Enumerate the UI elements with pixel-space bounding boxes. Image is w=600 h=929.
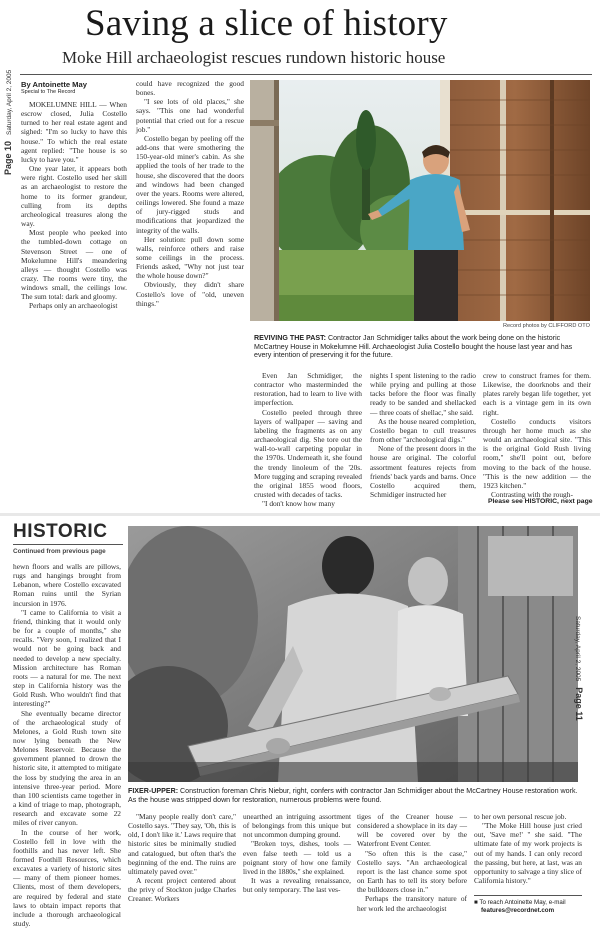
subhead: Moke Hill archaeologist rescues rundown historic house <box>62 48 446 67</box>
paragraph: Contrasting with the rough- <box>491 490 573 500</box>
contact-bullet-icon: ■ <box>474 899 480 906</box>
paragraph: could have recognized the good bones. <box>136 79 244 98</box>
paragraph: She eventually became director of the archaeological study of Melones, a Gold Rush town site now lying beneath the New Melones Reservoir. Because the government planned to drown the historic site, it attempted to mitigate the loss by studying the area in an intensive three-year period. More than 100 scientists came together in a kind of triage to map, photograph, research and excavate some 22 miles of river canyon. <box>13 708 121 828</box>
headline: Saving a slice of history <box>85 3 448 44</box>
paragraph: As the house neared completion, Costello began to cull treasures from other "archeological digs." <box>370 416 476 445</box>
photo-caption <box>254 334 590 360</box>
article-column-4 <box>357 812 467 913</box>
article-column-4 <box>370 371 476 499</box>
photo-fixer-upper <box>128 526 578 782</box>
contact-rule <box>474 895 582 896</box>
contact-info <box>474 899 582 915</box>
paragraph: "Many people really don't care," Costello says. "They say, 'Oh, this is old, I don't like it.' Laws require that historic sites be minimally studied and catalogued, but often that's the beginning of the end. The ruins are ultimately paved over." <box>128 812 236 876</box>
article-column-5 <box>474 812 582 885</box>
paragraph: "Broken toys, dishes, tools — even false teeth — told us a poignant story of how one family lived in the 1880s," she explained. <box>243 839 351 876</box>
paragraph: nights I spent listening to the radio while prying and pulling at those tacks before the floor was finally ready to be sanded and shellacked — three coats of shellac," she said. <box>370 371 476 417</box>
jump-line: Please see HISTORIC, next page <box>488 498 593 505</box>
paragraph: "I came to California to visit a friend, thinking that it would only be for a couple of months," she recalls. "Very soon, I realized that I would not be going back and needed to develop a new specialty. Mission architecture has Roman roots — a natural for me. The next step in California history was the Gold Rush. Who wouldn't find that interesting?" <box>13 607 121 709</box>
page-10-folio <box>3 70 13 175</box>
photo-image <box>250 80 590 321</box>
page-label: Page 11 <box>574 687 584 721</box>
section-rule <box>13 544 123 545</box>
caption-text: Contractor Jan Schmidiger talks about the work being done on the historic McCartney House in Mokelumne Hill. Archaeologist Julia Costello bought the house last year and has every intention of preserving it for the future. <box>254 334 573 360</box>
article-column-2 <box>136 79 244 308</box>
photo-credit: Record photos by CLIFFORD OTO <box>503 323 590 329</box>
subhead-rule <box>20 74 592 75</box>
continued-line: Continued from previous page <box>13 548 106 555</box>
paragraph: unearthed an intriguing assortment of belongings from this unique but not uncommon dumping ground. <box>243 812 351 840</box>
paragraph: hewn floors and walls are pillows, rugs and hangings brought from Lebanon, where Costello excavated Roman ruins until the Syrian incursion in 1976. <box>13 562 121 608</box>
byline-name: By Antoinette May <box>21 80 87 89</box>
paragraph: "The Moke Hill house just cried out, 'Save me!' " she said. "The ultimate fate of my work projects is out of my hands. I can only record the passing, but here, at last, was an opportunity to salvage a tiny slice of California history." <box>474 821 582 886</box>
paragraph: crew to construct frames for them. Likewise, the doorknobs and their plates rarely began life together, yet each is a vintage gem in its own right. <box>483 371 591 417</box>
byline-role: Special to The Record <box>21 89 76 95</box>
article-column-1 <box>13 562 121 928</box>
paragraph: Obviously, they didn't share Costello's love of "old, uneven things." <box>136 280 244 308</box>
byline <box>21 80 87 95</box>
article-column-1 <box>21 100 127 311</box>
paragraph: "I don't know how many <box>262 499 335 509</box>
paragraph: "I see lots of old places," she says. "This one had wonderful potential that cried out for a rescue job." <box>136 97 244 134</box>
paragraph: Costello began by peeling off the add-ons that were smothering the 150-year-old miner's cabin. As she applied the tools of her trade to the house, she discovered that the doors and windows had been changed over the years. Rooms were altered, ceilings lowered. She found a maze of jury-rigged studs and modifications that jeopardized the integrity of the walls. <box>136 133 244 235</box>
caption-text: Construction foreman Chris Niebur, right, confers with contractor Jan Schmidiger about the McCartney House restoration work. As the house was stripped down for restoration, numerous problems were found. <box>128 787 578 804</box>
contact-line-1: To reach Antoinette May, e-mail <box>479 899 566 906</box>
caption-lead: REVIVING THE PAST: <box>254 334 326 342</box>
photo-image <box>128 526 578 782</box>
paragraph: Perhaps only an archaeologist <box>29 301 118 311</box>
paragraph: None of the present doors in the house are original. The colorful assortment features rejects from friends' back yards and barns. Once Costello acquired them, Schmidiger instructed her <box>370 444 476 500</box>
paragraph: In the course of her work, Costello fell in love with the foothills and has never left. She formed Foothill Resources, which excavates a variety of historic sites — many of them pioneer homes. Clients, most of them developers, are required by federal and state laws to obtain impact reports that include a thorough archaeological study. <box>13 827 121 929</box>
paragraph: Perhaps the transitory nature of her work led the archaeologist <box>357 894 467 913</box>
photo-caption <box>128 787 583 804</box>
article-column-3 <box>254 371 362 508</box>
paragraph: Most people who peeked into the tumbled-down cottage on Stevenson Street — one of Mokelumne Hill's meandering alleys — thought Costello was crazy. The rooms were tiny, the windows small, the ceilings low. The sum total: dark and gloomy. <box>21 228 127 302</box>
paragraph: "So often this is the case," Costello says. "An archaeological report is the last chance some spot on Earth has to tell its story before the bulldozers close in." <box>357 848 467 895</box>
paragraph: MOKELUMNE HILL — When escrow closed, Julia Costello turned to her real estate agent and sighed: "I'm so lucky to have this house." To which the real estate agent replied: "The house is so lucky to have you." <box>21 100 127 164</box>
paragraph: It was a revealing renaissance, but only temporary. The last ves- <box>243 876 351 895</box>
section-head: HISTORIC <box>13 521 108 542</box>
paragraph: to her own personal rescue job. <box>474 812 567 821</box>
article-column-3 <box>243 812 351 894</box>
paragraph: A recent project centered about the privy of Stockton judge Charles Creaner. Workers <box>128 876 236 904</box>
paragraph: Costello conducts visitors through her home much as she would an archaeological site. "This is the original Gold Rush living room," she'll point out, before moving to the back of the house. "This is the new addition — the 1923 kitchen." <box>483 416 591 490</box>
contact-email: features@recordnet.com <box>481 907 555 914</box>
paragraph: Costello peeled through three layers of wallpaper — saving and labeling the fragments as on any archaeological dig. She tore out the wall-to-wall carpeting popular in the 1970s. Underneath it, she found the trendy linoleum of the '20s. More tugging and scraping revealed the original 1855 wood floors, crusted with decades of tacks. <box>254 407 362 500</box>
paragraph: One year later, it appears both were right. Costello used her skill as an archaeologist to restore the home to its former grandeur, culling from its depths archeological treasures along the way. <box>21 164 127 229</box>
paragraph: Her solution: pull down some walls, reinforce others and raise some ceilings in the process. Friends asked, "Why not just tear the whole house down?" <box>136 234 244 281</box>
photo-reviving-the-past <box>250 80 590 321</box>
article-column-2 <box>128 812 236 904</box>
article-column-5 <box>483 371 591 499</box>
caption-lead: FIXER-UPPER: <box>128 787 179 795</box>
paragraph: Even Jan Schmidiger, the contractor who masterminded the restoration, had to learn to live with imperfection. <box>254 371 362 408</box>
paragraph: tiges of the Creaner house — considered a showplace in its day — will be covered over by the Waterfront Event Center. <box>357 812 467 849</box>
page-label: Page 10 <box>3 140 13 175</box>
page-11 <box>0 516 600 929</box>
date-label: Saturday, April 2, 2005 <box>574 616 581 682</box>
date-label: Saturday, April 2, 2005 <box>6 69 13 136</box>
page-11-folio <box>574 616 584 721</box>
